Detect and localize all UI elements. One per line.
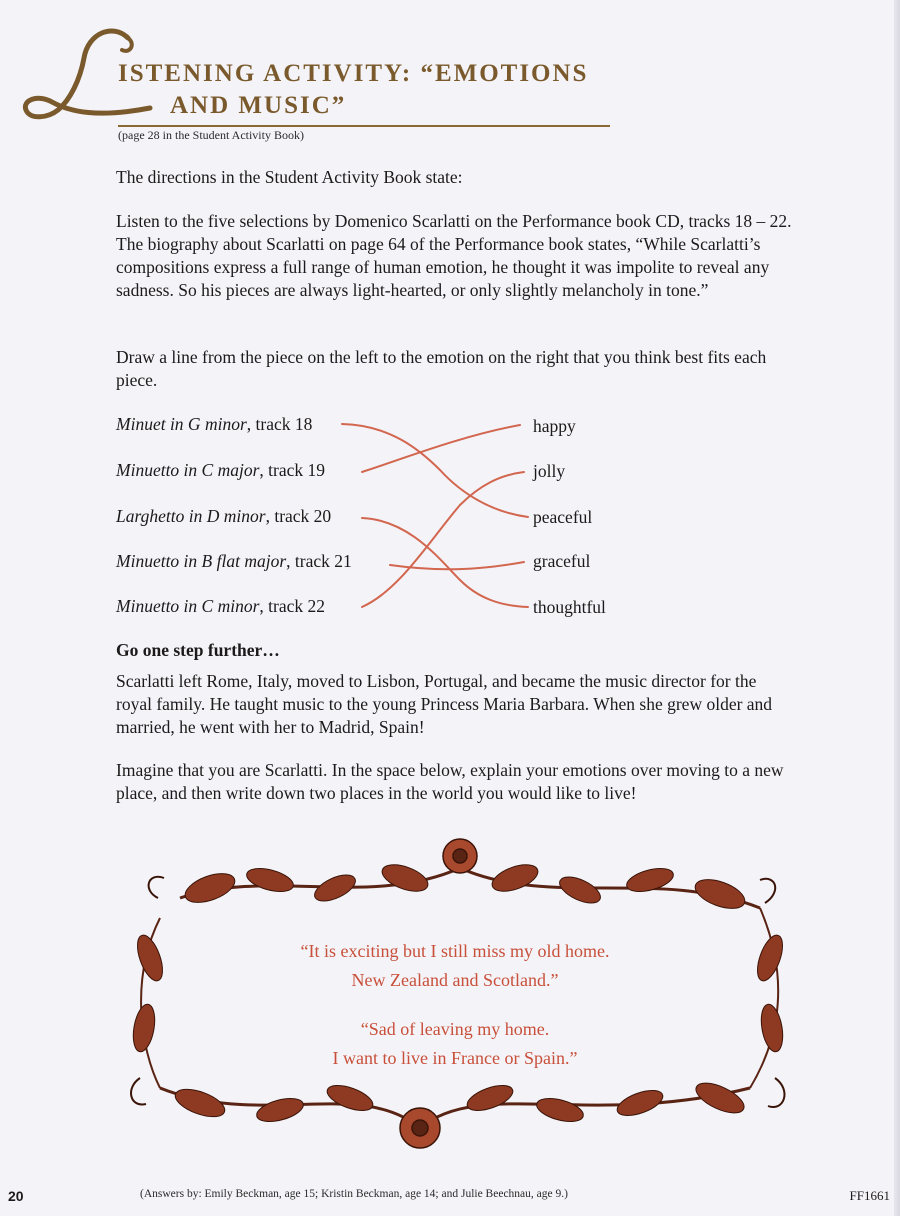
emotion-item: thoughtful	[533, 597, 606, 617]
piece-title: Minuetto in C minor	[116, 596, 260, 616]
catalog-code: FF1661	[849, 1188, 890, 1203]
title-underline	[118, 125, 610, 127]
scarlatti-paragraph: Scarlatti left Rome, Italy, moved to Lisbon, Portugal, and became the music director for the royal family. He taught music to the young Princess Maria Barbara. When she grew older and married, he went with her to Madrid, Spain!	[116, 671, 773, 737]
emotion-item: peaceful	[533, 507, 593, 527]
match-line	[362, 472, 524, 607]
piece-item	[116, 595, 325, 618]
emotion-item: graceful	[533, 551, 591, 571]
piece-track: , track 22	[259, 596, 326, 616]
match-line	[342, 424, 528, 517]
piece-title: Minuetto in B flat major	[116, 551, 287, 571]
page-edge-shadow	[894, 0, 900, 1216]
piece-title: Larghetto in D minor	[116, 506, 266, 526]
match-line	[362, 518, 528, 607]
piece-track: , track 18	[246, 414, 313, 434]
match-line	[390, 562, 524, 569]
instruction-text: Draw a line from the piece on the left to the emotion on the right that you think best fits each piece.	[116, 347, 767, 390]
page-number: 20	[8, 1188, 24, 1204]
emotion-item: jolly	[533, 461, 566, 481]
section-heading: Go one step further…	[116, 640, 280, 660]
piece-item	[116, 550, 352, 573]
match-line	[362, 425, 520, 472]
piece-item	[116, 459, 325, 482]
piece-track: , track 19	[259, 460, 326, 480]
title-line-1: ISTENING ACTIVITY: “EMOTIONS	[118, 60, 589, 87]
intro-text: The directions in the Student Activity Book state:	[116, 167, 463, 187]
directions-text: Listen to the five selections by Domenico Scarlatti on the Performance book CD, tracks 18 – 22. The biography about Scarlatti on page 64 of the Performance book states, “While Scarlatti’s compositions express a full range of human emotion, he thought it was impolite to reveal any sadness. So his pieces are always light-hearted, or only slightly melancholy in tone.”	[116, 211, 792, 300]
prompt-paragraph: Imagine that you are Scarlatti. In the space below, explain your emotions over moving to a new place, and then write down two places in the world you would like to live!	[116, 760, 784, 803]
answer-credits: (Answers by: Emily Beckman, age 15; Kristin Beckman, age 14; and Julie Beechnau, age 9.)	[140, 1188, 568, 1200]
page-title	[118, 58, 658, 122]
title-line-2: AND MUSIC”	[170, 92, 347, 119]
answer-line: New Zealand and Scotland.”	[351, 970, 559, 990]
answer-line: “Sad of leaving my home.	[360, 1019, 550, 1039]
piece-item	[116, 413, 312, 436]
page-reference: (page 28 in the Student Activity Book)	[118, 128, 304, 142]
piece-track: , track 20	[265, 506, 332, 526]
piece-title: Minuetto in C major	[116, 460, 260, 480]
answer-line: “It is exciting but I still miss my old home.	[300, 941, 610, 961]
emotion-item: happy	[533, 416, 576, 436]
answer-line: I want to live in France or Spain.”	[332, 1048, 578, 1068]
piece-item	[116, 505, 331, 528]
piece-track: , track 21	[286, 551, 352, 571]
piece-title: Minuet in G minor	[116, 414, 247, 434]
